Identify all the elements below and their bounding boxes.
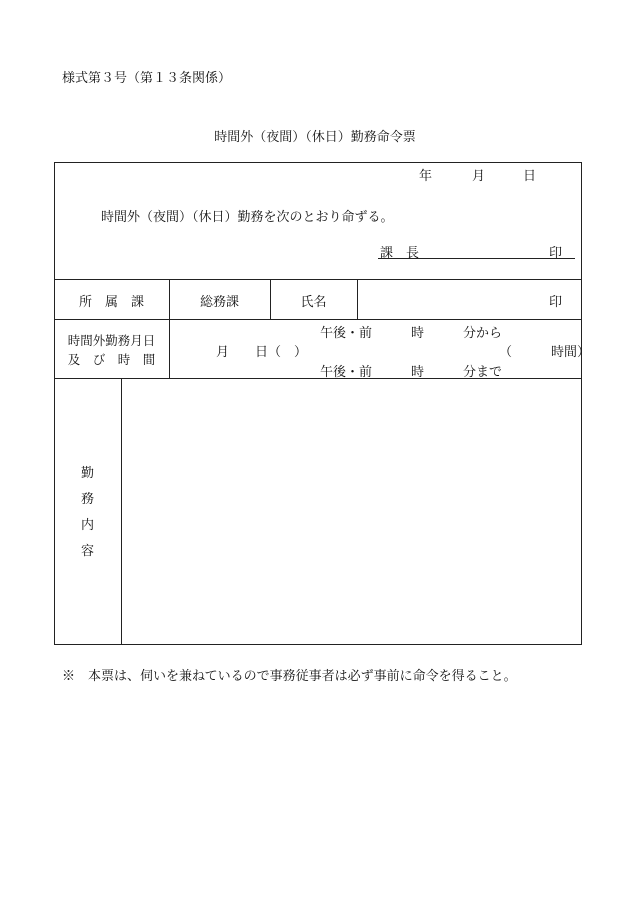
end-ampm: 午後・前 [320,365,373,380]
start-ampm: 午後・前 [320,326,373,341]
work-content-label [54,461,121,565]
col-divider-name [357,279,358,319]
form-number: 様式第３号（第１３条関係） [62,71,232,86]
work-content-char-3: 内 [80,518,94,533]
work-content-char-2: 務 [80,492,94,507]
row-divider-2 [54,319,581,320]
footnote: ※ 本票は、伺いを兼ねているので事務従事者は必ず事前に命令を得ること。 [62,669,517,684]
work-content-char-1: 勤 [80,466,94,481]
document-title: 時間外（夜間）（休日）勤務命令票 [214,130,416,145]
work-content-char-4: 容 [80,544,94,559]
datetime-label-line1: 時間外勤務月日 [67,333,156,348]
date-month-label: 月 [472,169,486,184]
work-content-area[interactable] [122,379,581,644]
datetime-label-line2: 及 び 時 間 [67,352,156,367]
chief-signature-line [378,258,575,259]
chief-label: 課 長 [380,246,420,261]
chief-seal-mark: 印 [549,246,563,261]
start-minute-label: 分から [463,326,503,341]
total-hours: （ 時間） [499,345,591,360]
department-value: 総務課 [199,295,239,310]
start-hour-label: 時 [411,326,425,341]
affiliation-label: 所 属 課 [78,295,144,310]
date-year-label: 年 [419,169,433,184]
name-label: 氏名 [300,295,327,310]
date-day-label: 日 [523,169,537,184]
order-statement: 時間外（夜間）（休日）勤務を次のとおり命ずる。 [101,210,394,225]
name-seal-mark: 印 [549,295,563,310]
row-divider-1 [54,279,581,280]
work-month-day: 月 日（ ） [216,345,308,360]
end-hour-label: 時 [411,365,425,380]
end-minute-label: 分まで [463,365,503,380]
